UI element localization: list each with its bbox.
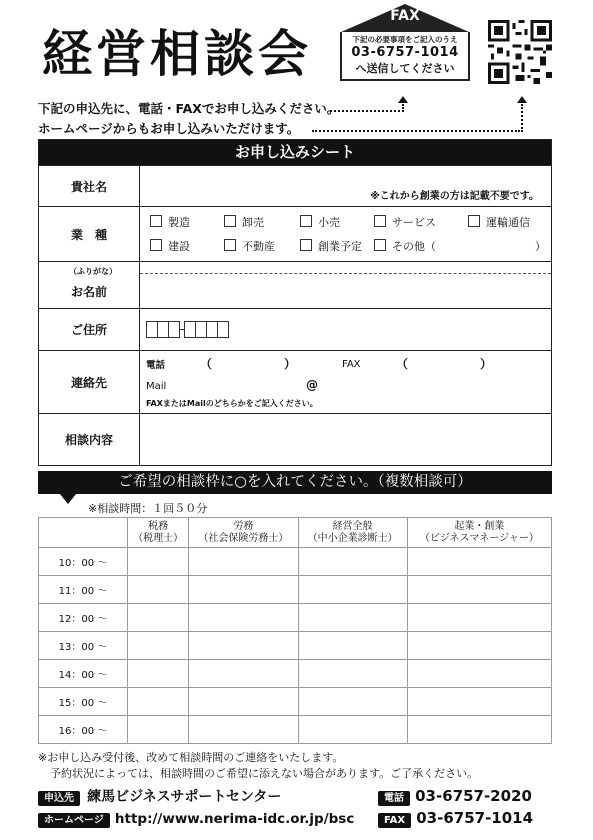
checkbox[interactable]: [374, 239, 386, 251]
time-label: 13：00 ～: [39, 632, 128, 660]
industry-option[interactable]: 創業予定: [300, 238, 362, 254]
slot-cell[interactable]: [189, 548, 298, 576]
fax-note: 下記の必要事項をご記入のうえ: [352, 35, 458, 44]
table-row: [39, 548, 552, 576]
time-label: 14：00 ～: [39, 660, 128, 688]
name-row: [39, 261, 551, 308]
address-field[interactable]: [140, 309, 551, 350]
column-header: 税務 （税理士）: [128, 518, 189, 548]
company-field[interactable]: [140, 166, 551, 206]
tel-tag: 電話: [378, 791, 410, 806]
slot-cell[interactable]: [189, 716, 298, 744]
slot-cell[interactable]: [407, 688, 551, 716]
application-form: [38, 139, 552, 466]
slot-cell[interactable]: [298, 604, 407, 632]
checkbox[interactable]: [374, 215, 386, 227]
checkbox[interactable]: [468, 215, 480, 227]
dotted-connector-1: [402, 104, 404, 112]
contact-label: 連絡先: [39, 351, 140, 413]
apply-tag: 申込先: [38, 791, 80, 806]
industry-option[interactable]: その他（: [374, 238, 436, 254]
consult-field[interactable]: [140, 414, 551, 465]
fax-roof: [341, 4, 469, 32]
table-row: [39, 632, 552, 660]
checkbox[interactable]: [224, 215, 236, 227]
fax-callout: [340, 4, 470, 81]
intro-line-web: ホームページからもお申し込みいただけます。: [38, 121, 300, 136]
name-label-cell: [39, 262, 140, 308]
arrow-up-icon: [517, 96, 527, 103]
industry-option[interactable]: 不動産: [224, 238, 275, 254]
contact-fields: [140, 351, 551, 413]
footer-tel[interactable]: 03-6757-2020: [415, 787, 532, 805]
slot-cell[interactable]: [298, 548, 407, 576]
name-label: お名前: [70, 284, 107, 299]
fax-send-text: へ送信してください: [355, 62, 455, 75]
tel-field[interactable]: （ ）: [200, 357, 297, 371]
contact-row: [39, 350, 551, 413]
consult-label: 相談内容: [39, 414, 140, 465]
fax-label: FAX: [342, 359, 361, 370]
mail-label: Mail: [146, 381, 167, 392]
industry-option[interactable]: 小売: [300, 214, 340, 230]
table-row: [39, 576, 552, 604]
fax-label: FAX: [390, 8, 420, 24]
mail-field[interactable]: @: [306, 378, 318, 392]
schedule-header-row: [39, 518, 552, 548]
column-header: 労務 （社会保険労務士）: [189, 518, 298, 548]
slot-cell[interactable]: [128, 632, 189, 660]
banner-notch: [60, 494, 76, 504]
slot-cell[interactable]: [189, 576, 298, 604]
industry-option[interactable]: 卸売: [224, 214, 264, 230]
furigana-divider: [140, 273, 551, 274]
fax-tag: FAX: [378, 813, 411, 828]
industry-option[interactable]: 製造: [150, 214, 190, 230]
dotted-leader-1: [330, 110, 400, 112]
apply-line: [38, 786, 281, 806]
slot-cell[interactable]: [407, 632, 551, 660]
schedule-table: [38, 517, 552, 744]
dotted-connector-2: [521, 104, 523, 132]
time-label: 16：00 ～: [39, 716, 128, 744]
page-title: 経営相談会: [42, 24, 312, 83]
table-row: [39, 716, 552, 744]
table-row: [39, 660, 552, 688]
slot-cell[interactable]: [407, 604, 551, 632]
industry-row: [39, 206, 551, 261]
furigana-label: （ふりがな）: [69, 267, 117, 276]
time-label: 10：00 ～: [39, 548, 128, 576]
slot-cell[interactable]: [189, 632, 298, 660]
fax-body: [340, 32, 470, 81]
company-label: 貴社名: [39, 166, 140, 206]
slot-cell[interactable]: [407, 716, 551, 744]
intro-line-phone-fax: 下記の申込先に、電話・FAXでお申し込みください。: [38, 101, 340, 116]
slot-cell[interactable]: [128, 660, 189, 688]
industry-option[interactable]: サービス: [374, 214, 436, 230]
org-name: 練馬ビジネスサポートセンター: [87, 789, 282, 805]
slot-cell[interactable]: [128, 716, 189, 744]
slot-cell[interactable]: [189, 660, 298, 688]
consult-row: [39, 413, 551, 465]
table-row: [39, 604, 552, 632]
slot-cell[interactable]: [298, 688, 407, 716]
name-field[interactable]: [140, 262, 551, 308]
slot-cell[interactable]: [189, 604, 298, 632]
time-note: ※相談時間：１回５０分: [88, 502, 208, 515]
footer-note-1: ※お申し込み受付後、改めて相談時間のご連絡をいたします。: [38, 751, 344, 764]
tel-label: 電話: [146, 360, 166, 371]
dotted-leader-2: [312, 130, 520, 132]
address-row: [39, 308, 551, 350]
industry-option[interactable]: 運輸通信: [468, 214, 530, 230]
fax-field[interactable]: （ ）: [396, 357, 493, 371]
slot-cell[interactable]: [407, 576, 551, 604]
checkbox[interactable]: [150, 239, 162, 251]
company-row: [39, 165, 551, 206]
slot-cell[interactable]: [298, 716, 407, 744]
industry-label: 業 種: [39, 207, 140, 261]
slot-cell[interactable]: [128, 576, 189, 604]
form-title: お申し込みシート: [39, 140, 551, 165]
corner-cell: [39, 518, 128, 548]
column-header: 経営全般 （中小企業診断士）: [298, 518, 407, 548]
slot-cell[interactable]: [298, 576, 407, 604]
slot-cell[interactable]: [407, 548, 551, 576]
checkbox[interactable]: [224, 239, 236, 251]
time-label: 15：00 ～: [39, 688, 128, 716]
table-row: [39, 688, 552, 716]
slot-cell[interactable]: [128, 688, 189, 716]
arrow-up-icon: [398, 96, 408, 103]
qr-code-icon[interactable]: [488, 20, 552, 84]
time-label: 11：00 ～: [39, 576, 128, 604]
postal-code-boxes[interactable]: [146, 321, 228, 341]
other-close-paren: ）: [535, 240, 546, 253]
slot-cell[interactable]: [189, 688, 298, 716]
fax-number: 03-6757-1014: [351, 45, 459, 60]
slot-cell[interactable]: [128, 604, 189, 632]
checkbox[interactable]: [300, 215, 312, 227]
company-note: ※これから創業の方は記載不要です。: [370, 191, 539, 202]
industry-options: [140, 207, 551, 261]
contact-note: FAXまたはMailのどちらかをご記入ください。: [146, 399, 318, 408]
address-label: ご住所: [39, 309, 140, 350]
footer-note-2: 予約状況によっては、相談時間のご希望に添えない場合があります。ご了承ください。: [50, 767, 479, 780]
web-tag: ホームページ: [38, 813, 110, 828]
checkbox[interactable]: [300, 239, 312, 251]
tel-line: [378, 786, 532, 806]
industry-option[interactable]: 建設: [150, 238, 190, 254]
schedule-banner: ご希望の相談枠に○を入れてください。（複数相談可）: [38, 471, 552, 494]
slot-cell[interactable]: [298, 660, 407, 688]
slot-cell[interactable]: [128, 548, 189, 576]
column-header: 起業・創業 （ビジネスマネージャー）: [407, 518, 551, 548]
fax-line: [378, 808, 533, 828]
slot-cell[interactable]: [298, 632, 407, 660]
footer-fax[interactable]: 03-6757-1014: [416, 809, 534, 827]
checkbox[interactable]: [150, 215, 162, 227]
web-line: [38, 808, 354, 828]
slot-cell[interactable]: [407, 660, 551, 688]
footer-url[interactable]: http://www.nerima-idc.or.jp/bsc: [114, 811, 355, 827]
time-label: 12：00 ～: [39, 604, 128, 632]
